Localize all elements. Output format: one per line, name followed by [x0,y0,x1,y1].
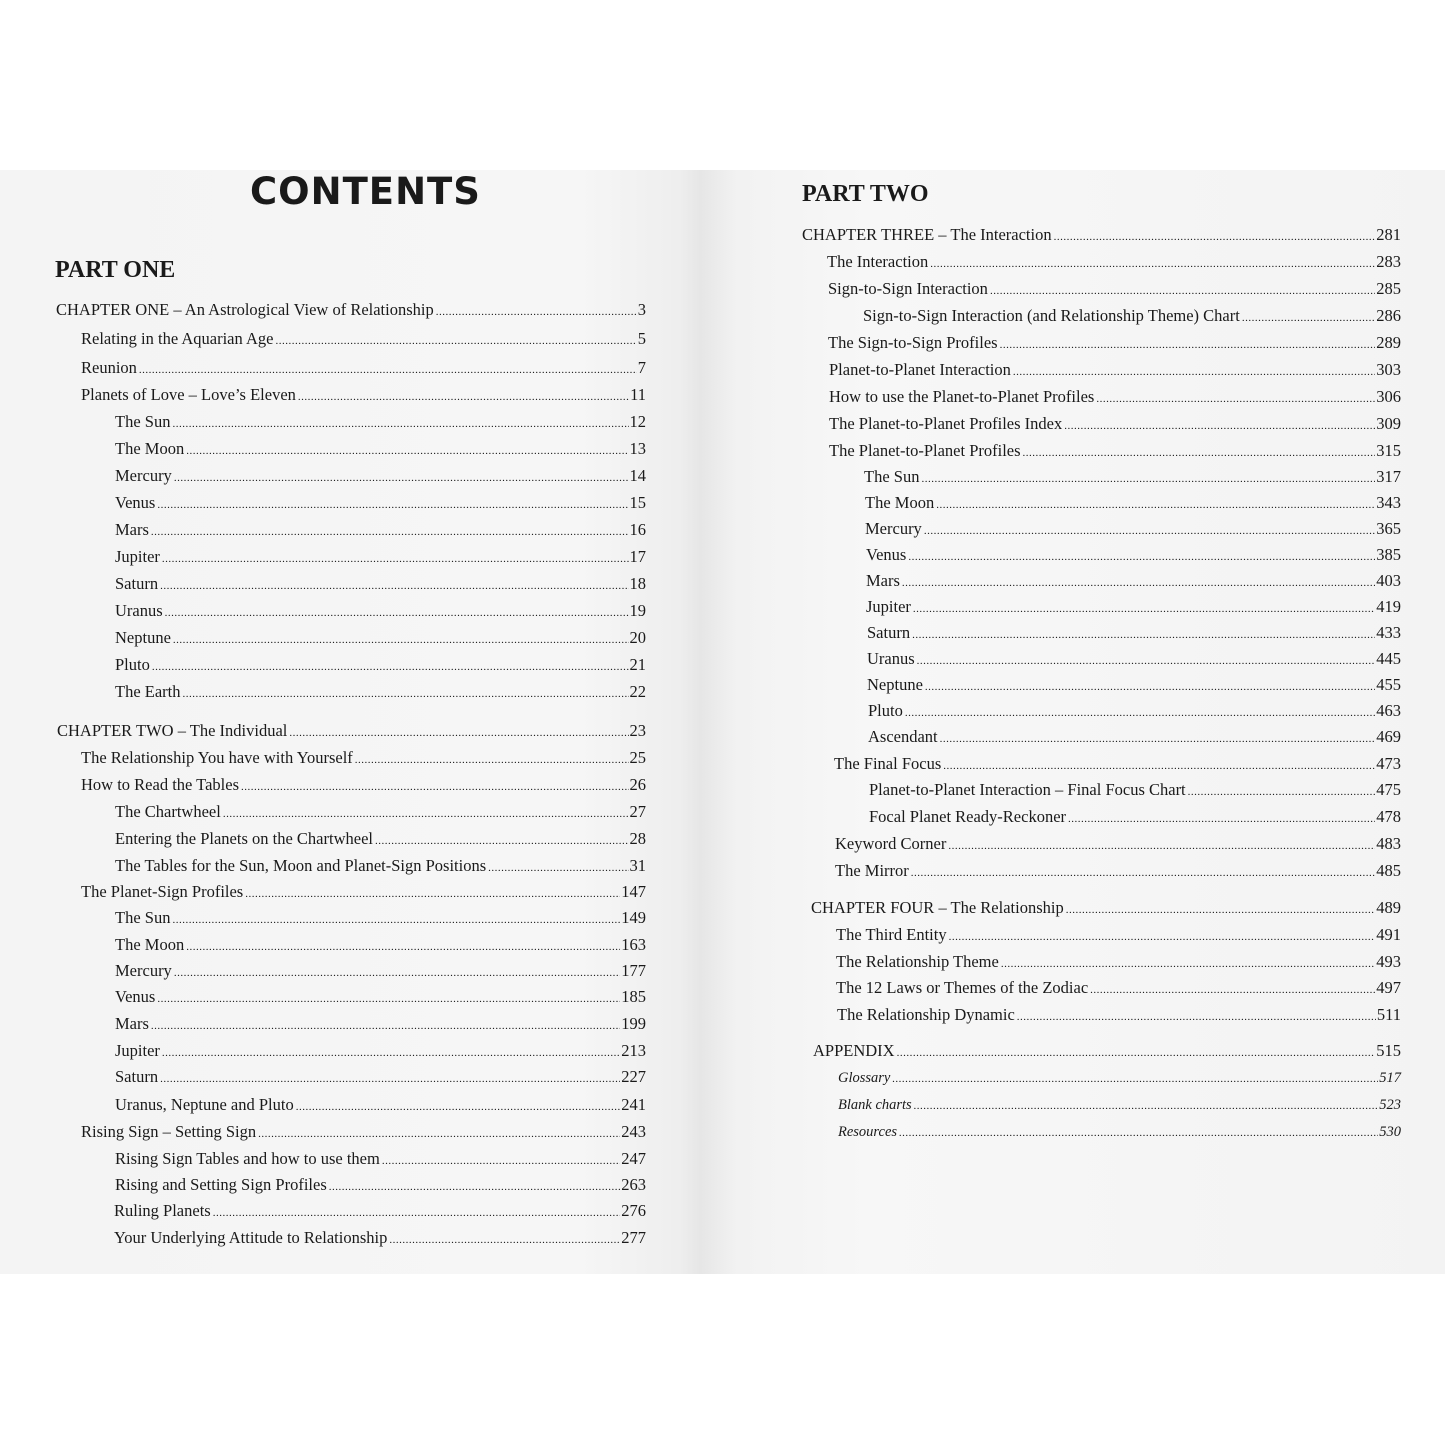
contents-title: CONTENTS [250,170,481,213]
toc-entry [115,603,646,620]
toc-entry [827,254,1401,271]
toc-label: Jupiter [866,597,911,616]
toc-page-number: 489 [1376,898,1401,917]
toc-label: The Sun [115,908,171,927]
toc-label: Rising and Setting Sign Profiles [115,1175,327,1194]
dot-leader [1188,787,1376,798]
dot-leader [375,836,629,847]
dot-leader [897,1048,1376,1059]
toc-page-number: 281 [1376,225,1401,244]
toc-label: Mars [866,571,900,590]
toc-page-number: 199 [621,1014,646,1033]
dot-leader [930,259,1375,270]
toc-entry [865,495,1401,512]
toc-label: Planet-to-Planet Interaction [829,360,1011,379]
toc-entry [838,1125,1401,1140]
toc-page-number: 289 [1376,333,1401,352]
toc-label: The Moon [115,935,185,954]
toc-entry [115,910,646,927]
dot-leader [151,1021,620,1032]
toc-page-number: 14 [629,466,646,485]
toc-page-number: 276 [621,1201,646,1220]
dot-leader [1017,1012,1376,1023]
dot-leader [183,689,629,700]
toc-label: How to Read the Tables [81,775,240,794]
dot-leader [382,1156,620,1167]
dot-leader [172,915,620,926]
toc-page-number: 478 [1376,807,1401,826]
toc-label: The Moon [865,493,935,512]
toc-label: The Chartwheel [115,802,221,821]
toc-page-number: 469 [1376,727,1401,746]
toc-entry [115,937,646,954]
toc-entry [835,836,1401,853]
toc-entry [115,804,646,821]
toc-entry [115,630,646,647]
toc-entry [115,831,646,848]
toc-label: The Planet-to-Planet Profiles [829,441,1021,460]
dot-leader [223,809,629,820]
dot-leader [899,1128,1378,1139]
dot-leader [152,662,629,673]
toc-entry [81,750,646,767]
toc-label: The Sun [115,412,171,431]
toc-label: Saturn [867,623,911,642]
toc-entry [81,884,646,901]
toc-entry [115,414,646,431]
toc-label: Neptune [115,628,171,647]
dot-leader [275,336,636,347]
toc-label: The Earth [115,682,181,701]
toc-page-number: 7 [637,358,646,377]
toc-label: Mercury [865,519,922,538]
dot-leader [1023,448,1376,459]
toc-page-number: 475 [1376,780,1401,799]
dot-leader [936,500,1375,511]
toc-page-number: 18 [629,574,646,593]
toc-label: The Sign-to-Sign Profiles [828,333,998,352]
dot-leader [139,365,637,376]
dot-leader [241,782,628,793]
toc-page-number: 22 [629,682,646,701]
toc-label: Saturn [115,1067,159,1086]
toc-entry [837,1007,1401,1024]
toc-page-number: 365 [1376,519,1401,538]
toc-page-number: 3 [637,300,646,319]
toc-label: Venus [115,493,156,512]
toc-page-number: 491 [1376,925,1401,944]
dot-leader [296,1102,621,1113]
toc-page-number: 26 [629,775,646,794]
toc-label: Uranus [867,649,915,668]
left-page [0,170,690,1274]
toc-label: The Relationship Theme [836,952,999,971]
dot-leader [258,1129,620,1140]
dot-leader [174,473,629,484]
toc-page-number: 463 [1376,701,1401,720]
toc-entry [57,723,646,740]
toc-label: APPENDIX [813,1041,895,1060]
toc-entry [869,782,1401,799]
toc-label: Mars [115,1014,149,1033]
toc-entry [115,495,646,512]
dot-leader [1068,814,1375,825]
toc-page-number: 403 [1376,571,1401,590]
toc-label: Planets of Love – Love’s Eleven [81,385,296,404]
toc-page-number: 515 [1376,1041,1401,1060]
toc-entry [115,441,646,458]
toc-entry [867,625,1401,642]
book-spread [0,170,1445,1274]
dot-leader [172,419,628,430]
toc-label: CHAPTER FOUR – The Relationship [811,898,1064,917]
dot-leader [160,1074,620,1085]
toc-page-number: 303 [1376,360,1401,379]
toc-label: Focal Planet Ready-Reckoner [869,807,1067,826]
dot-leader [1242,313,1375,324]
toc-entry [829,389,1401,406]
dot-leader [151,527,629,538]
toc-label: Entering the Planets on the Chartwheel [115,829,373,848]
toc-page-number: 517 [1379,1070,1401,1086]
toc-label: Pluto [115,655,150,674]
toc-entry [115,549,646,566]
dot-leader [160,581,628,592]
toc-label: Mars [115,520,149,539]
dot-leader [940,734,1376,745]
dot-leader [162,1048,620,1059]
toc-label: Planet-to-Planet Interaction – Final Focus Chart [869,780,1186,799]
toc-entry [115,657,646,674]
toc-page-number: 285 [1376,279,1401,298]
toc-label: Uranus [115,601,163,620]
dot-leader [186,446,628,457]
toc-page-number: 343 [1376,493,1401,512]
toc-label: Mercury [115,961,172,980]
toc-entry [813,1043,1401,1060]
toc-label: Jupiter [115,547,160,566]
toc-entry [828,281,1401,298]
toc-page-number: 23 [629,721,646,740]
toc-label: Rising Sign Tables and how to use them [115,1149,380,1168]
toc-label: The Tables for the Sun, Moon and Planet-Sign Positions [115,856,487,875]
toc-page-number: 530 [1379,1124,1401,1140]
toc-entry [867,651,1401,668]
toc-entry [114,1230,646,1247]
dot-leader [911,868,1375,879]
dot-leader [1090,985,1375,996]
dot-leader [924,526,1375,537]
toc-entry [115,468,646,485]
toc-page-number: 419 [1376,597,1401,616]
dot-leader [1013,367,1375,378]
dot-leader [902,578,1375,589]
toc-page-number: 283 [1376,252,1401,271]
dot-leader [157,994,620,1005]
toc-label: The Relationship Dynamic [837,1005,1015,1024]
toc-label: Neptune [867,675,923,694]
toc-page-number: 163 [621,935,646,954]
dot-leader [186,942,620,953]
toc-page-number: 309 [1376,414,1401,433]
toc-label: The Sun [864,467,920,486]
toc-label: Mercury [115,466,172,485]
toc-label: Resources [838,1124,898,1140]
toc-page-number: 277 [621,1228,646,1247]
toc-entry [81,387,646,404]
toc-entry [829,443,1401,460]
toc-page-number: 485 [1376,861,1401,880]
toc-page-number: 31 [629,856,646,875]
dot-leader [943,761,1375,772]
toc-label: CHAPTER TWO – The Individual [57,721,288,740]
dot-leader [905,708,1375,719]
dot-leader [1066,905,1376,916]
toc-page-number: 493 [1376,952,1401,971]
dot-leader [908,552,1375,563]
dot-leader [355,755,629,766]
toc-label: Uranus, Neptune and Pluto [115,1095,294,1114]
toc-entry [115,1069,646,1086]
toc-entry [866,547,1401,564]
toc-entry [863,308,1401,325]
toc-entry [56,302,646,319]
toc-page-number: 227 [621,1067,646,1086]
toc-label: The Relationship You have with Yourself [81,748,353,767]
dot-leader [389,1235,620,1246]
toc-page-number: 147 [621,882,646,901]
dot-leader [213,1208,621,1219]
toc-label: Glossary [838,1070,891,1086]
toc-page-number: 445 [1376,649,1401,668]
toc-page-number: 19 [629,601,646,620]
toc-entry [836,980,1401,997]
toc-entry [81,1124,646,1141]
toc-page-number: 497 [1376,978,1401,997]
toc-label: The Moon [115,439,185,458]
toc-page-number: 473 [1376,754,1401,773]
toc-label: The Third Entity [836,925,947,944]
toc-page-number: 16 [629,520,646,539]
toc-entry [81,360,646,377]
toc-entry [802,227,1401,244]
dot-leader [1064,421,1375,432]
toc-entry [836,954,1401,971]
dot-leader [165,608,629,619]
toc-label: Ruling Planets [114,1201,211,1220]
toc-entry [115,684,646,701]
toc-entry [829,362,1401,379]
dot-leader [157,500,628,511]
toc-entry [114,1203,646,1220]
dot-leader [488,863,628,874]
dot-leader [245,889,620,900]
toc-entry [838,1071,1401,1086]
dot-leader [173,635,629,646]
toc-label: Your Underlying Attitude to Relationship [114,1228,388,1247]
toc-label: Ascendant [868,727,938,746]
toc-page-number: 149 [621,908,646,927]
toc-entry [115,576,646,593]
toc-page-number: 286 [1376,306,1401,325]
toc-label: The Final Focus [834,754,942,773]
toc-label: Rising Sign – Setting Sign [81,1122,257,1141]
dot-leader [913,604,1375,615]
toc-page-number: 483 [1376,834,1401,853]
toc-entry [81,331,646,348]
dot-leader [289,728,628,739]
toc-page-number: 12 [629,412,646,431]
dot-leader [174,968,620,979]
toc-label: The 12 Laws or Themes of the Zodiac [836,978,1089,997]
toc-label: Venus [115,987,156,1006]
toc-entry [834,756,1401,773]
toc-entry [115,1016,646,1033]
toc-entry [866,599,1401,616]
dot-leader [1000,340,1376,351]
toc-entry [867,677,1401,694]
toc-page-number: 5 [637,329,646,348]
dot-leader [892,1074,1378,1085]
toc-entry [115,522,646,539]
toc-entry [836,927,1401,944]
toc-page-number: 20 [629,628,646,647]
toc-page-number: 241 [621,1095,646,1114]
toc-entry [115,989,646,1006]
toc-page-number: 511 [1376,1005,1401,1024]
toc-page-number: 15 [629,493,646,512]
dot-leader [914,1101,1379,1112]
toc-page-number: 263 [621,1175,646,1194]
toc-page-number: 185 [621,987,646,1006]
toc-entry [866,573,1401,590]
dot-leader [925,682,1375,693]
toc-label: How to use the Planet-to-Planet Profiles [829,387,1095,406]
toc-label: CHAPTER THREE – The Interaction [802,225,1052,244]
toc-page-number: 385 [1376,545,1401,564]
toc-entry [838,1098,1401,1113]
toc-entry [115,1043,646,1060]
toc-label: Pluto [868,701,903,720]
toc-entry [115,1097,646,1114]
toc-label: Venus [866,545,907,564]
toc-label: Jupiter [115,1041,160,1060]
dot-leader [921,474,1375,485]
toc-entry [868,703,1401,720]
toc-page-number: 247 [621,1149,646,1168]
toc-entry [868,729,1401,746]
toc-label: Sign-to-Sign Interaction (and Relationship Theme) Chart [863,306,1240,325]
dot-leader [436,307,637,318]
toc-page-number: 21 [629,655,646,674]
toc-label: Sign-to-Sign Interaction [828,279,988,298]
dot-leader [948,841,1375,852]
dot-leader [912,630,1375,641]
toc-page-number: 315 [1376,441,1401,460]
dot-leader [298,392,629,403]
dot-leader [917,656,1376,667]
toc-page-number: 28 [629,829,646,848]
toc-label: Reunion [81,358,137,377]
dot-leader [990,286,1375,297]
toc-page-number: 433 [1376,623,1401,642]
toc-entry [811,900,1401,917]
toc-label: Saturn [115,574,159,593]
toc-entry [115,1177,646,1194]
toc-page-number: 523 [1379,1097,1401,1113]
toc-label: CHAPTER ONE – An Astrological View of Relationship [56,300,434,319]
part-two-heading: PART TWO [802,181,929,207]
toc-page-number: 317 [1376,467,1401,486]
toc-entry [829,416,1401,433]
toc-entry [81,777,646,794]
dot-leader [162,554,629,565]
toc-label: Relating in the Aquarian Age [81,329,274,348]
toc-page-number: 213 [621,1041,646,1060]
toc-entry [115,858,646,875]
toc-page-number: 25 [629,748,646,767]
toc-label: The Interaction [827,252,929,271]
toc-entry [865,521,1401,538]
dot-leader [1054,232,1376,243]
toc-page-number: 11 [630,385,646,404]
toc-entry [115,1151,646,1168]
toc-label: Blank charts [838,1097,912,1113]
toc-page-number: 177 [621,961,646,980]
toc-page-number: 17 [629,547,646,566]
toc-page-number: 455 [1376,675,1401,694]
toc-entry [864,469,1401,486]
toc-entry [835,863,1401,880]
part-one-heading: PART ONE [55,257,176,283]
toc-entry [828,335,1401,352]
toc-page-number: 306 [1376,387,1401,406]
toc-entry [869,809,1401,826]
toc-page-number: 243 [621,1122,646,1141]
toc-label: Keyword Corner [835,834,947,853]
dot-leader [1001,959,1375,970]
right-page [700,170,1445,1274]
toc-entry [115,963,646,980]
dot-leader [949,932,1376,943]
toc-label: The Mirror [835,861,909,880]
toc-label: The Planet-Sign Profiles [81,882,244,901]
toc-page-number: 27 [629,802,646,821]
toc-page-number: 13 [629,439,646,458]
dot-leader [1096,394,1375,405]
toc-label: The Planet-to-Planet Profiles Index [829,414,1063,433]
dot-leader [329,1182,620,1193]
